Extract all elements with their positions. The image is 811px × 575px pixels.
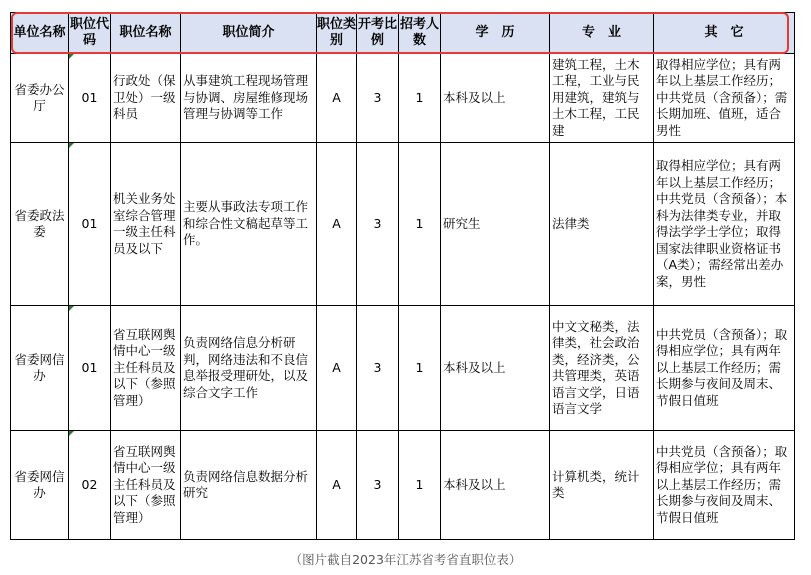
cell-position-name: 行政处（保卫处）一级科员 — [111, 54, 181, 143]
header-exam-ratio: 开考比例 — [357, 13, 399, 54]
cell-position-name: 机关业务处室综合管理一级主任科员及以下 — [111, 143, 181, 306]
cell-education: 本科及以上 — [441, 306, 550, 431]
cell-other: 中共党员（含预备）；取得相应学位；具有两年以上基层工作经历；需长期参与夜间及周末、节假日值班 — [654, 306, 795, 431]
cell-code: 01 — [69, 306, 111, 431]
cell-education: 本科及以上 — [441, 431, 550, 540]
table-row — [11, 54, 795, 143]
cell-education: 本科及以上 — [441, 54, 550, 143]
cell-intro: 负责网络信息数据分析研究 — [181, 431, 317, 540]
cell-code: 01 — [69, 54, 111, 143]
header-unit-name: 单位名称 — [11, 13, 69, 54]
table-row — [11, 431, 795, 540]
cell-other: 取得相应学位；具有两年以上基层工作经历；中共党员（含预备）；本科为法律类专业，并取得法学学士学位；取得国家法律职业资格证书（A类）；需经常出差办案，男性 — [654, 143, 795, 306]
cell-other: 中共党员（含预备）；取得相应学位；具有两年以上基层工作经历；需长期参与夜间及周末、节假日值班 — [654, 431, 795, 540]
cell-intro: 主要从事政法专项工作和综合性文稿起草等工作。 — [181, 143, 317, 306]
cell-unit: 省委网信办 — [11, 431, 69, 540]
header-other: 其 它 — [654, 13, 795, 54]
header-education: 学 历 — [441, 13, 550, 54]
cell-code: 02 — [69, 431, 111, 540]
cell-count: 1 — [399, 54, 441, 143]
cell-ratio: 3 — [357, 54, 399, 143]
cell-major: 中文文秘类，法律类，社会政治类，经济类，公共管理类，英语语言文学，日语语言文学 — [550, 306, 654, 431]
table-header-row — [11, 13, 795, 54]
header-position-name: 职位名称 — [111, 13, 181, 54]
cell-count: 1 — [399, 431, 441, 540]
cell-unit: 省委网信办 — [11, 306, 69, 431]
cell-category: A — [317, 143, 357, 306]
cell-ratio: 3 — [357, 306, 399, 431]
cell-unit: 省委政法委 — [11, 143, 69, 306]
cell-major: 法律类 — [550, 143, 654, 306]
image-caption: （图片截自2023年江苏省考省直职位表） — [289, 552, 522, 567]
cell-intro: 负责网络信息分析研判，网络违法和不良信息举报受理研处，以及综合文字工作 — [181, 306, 317, 431]
header-position-code: 职位代码 — [69, 13, 111, 54]
position-table — [10, 12, 795, 540]
header-position-category: 职位类别 — [317, 13, 357, 54]
header-recruit-count: 招考人数 — [399, 13, 441, 54]
table-row — [11, 143, 795, 306]
cell-position-name: 省互联网舆情中心一级主任科员及以下（参照管理） — [111, 431, 181, 540]
cell-count: 1 — [399, 306, 441, 431]
cell-major: 建筑工程，土木工程，工业与民用建筑，建筑与土木工程，工民建 — [550, 54, 654, 143]
cell-position-name: 省互联网舆情中心一级主任科员及以下（参照管理） — [111, 306, 181, 431]
cell-category: A — [317, 431, 357, 540]
cell-education: 研究生 — [441, 143, 550, 306]
position-table-container — [10, 12, 794, 540]
cell-ratio: 3 — [357, 431, 399, 540]
cell-unit: 省委办公厅 — [11, 54, 69, 143]
cell-count: 1 — [399, 143, 441, 306]
cell-code: 01 — [69, 143, 111, 306]
cell-major: 计算机类，统计类 — [550, 431, 654, 540]
header-major: 专 业 — [550, 13, 654, 54]
table-row — [11, 306, 795, 431]
header-position-intro: 职位简介 — [181, 13, 317, 54]
cell-other: 取得相应学位；具有两年以上基层工作经历；中共党员（含预备）；需长期加班、值班，适合男性 — [654, 54, 795, 143]
cell-ratio: 3 — [357, 143, 399, 306]
cell-intro: 从事建筑工程现场管理与协调、房屋维修现场管理与协调等工作 — [181, 54, 317, 143]
cell-category: A — [317, 54, 357, 143]
cell-category: A — [317, 306, 357, 431]
